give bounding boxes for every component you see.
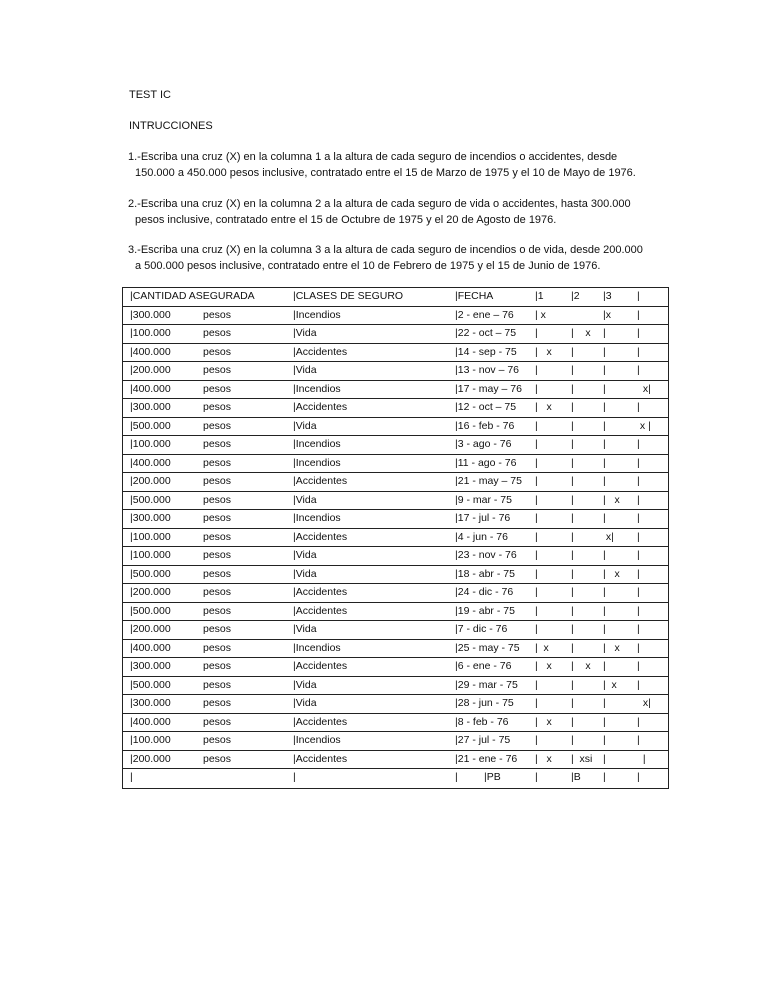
col-1-cell: | [535,734,538,746]
class-cell: |Accidentes [293,401,348,413]
col-3-cell: | [603,475,606,487]
table-row [123,399,668,418]
col-2-cell: | [571,419,574,432]
date-cell: |12 - oct – 75 [455,401,517,413]
unit-cell: pesos [203,660,232,672]
col-2-cell: | [571,382,574,395]
col-1-cell: | [535,771,538,783]
col-2-cell: | [571,475,574,487]
class-cell: |Incendios [293,512,341,524]
col-end-cell: x | [637,419,651,432]
header-class: |CLASES DE SEGURO [293,290,404,302]
col-end-cell: | [637,512,640,524]
col-end-cell: x| [637,697,651,709]
date-cell: |21 - ene - 76 [455,752,518,765]
unit-cell: pesos [203,456,232,469]
amount-cell: |200.000 [130,623,171,635]
instruction-1 [128,149,668,181]
col-2-cell: | [571,623,574,635]
col-1-cell: | [535,604,538,617]
date-cell: |18 - abr - 75 [455,567,515,580]
col-2-cell: | [571,493,574,506]
document-title: TEST IC [129,89,171,101]
class-cell: | [293,771,296,783]
col-end-cell: | [637,456,640,469]
col-3-cell: | [603,752,606,765]
class-cell: |Accidentes [293,345,348,358]
table-row [123,492,668,511]
date-cell: |8 - feb - 76 [455,715,509,728]
date-cell: |13 - nov – 76 [455,364,520,376]
unit-cell: pesos [203,401,232,413]
col-1-cell: | [535,549,538,561]
amount-cell: |300.000 [130,697,171,709]
table-row [123,603,668,622]
instruction-2 [128,196,668,228]
col-3-cell: | [603,419,606,432]
col-1-cell: | [535,623,538,635]
table-row [123,677,668,696]
col-end-cell: x| [637,382,651,395]
amount-cell: |200.000 [130,364,171,376]
col-3-cell: | [603,549,606,561]
date-cell: |11 - ago - 76 [455,456,517,469]
col-1-cell: | x [535,660,552,672]
table-row [123,695,668,714]
class-cell: |Vida [293,567,317,580]
instruction-3 [128,242,668,274]
date-cell: |28 - jun - 75 [455,697,514,709]
col-1-cell: | [535,678,538,691]
col-3-cell: |x [603,308,611,321]
amount-cell: |400.000 [130,382,171,395]
table-row [123,325,668,344]
date-cell: |23 - nov - 76 [455,549,517,561]
col-3-cell: | [603,438,606,450]
col-end-cell: | [637,715,640,728]
unit-cell: pesos [203,641,232,654]
class-cell: |Incendios [293,641,341,654]
unit-cell: pesos [203,419,232,432]
col-3-cell: | [603,512,606,524]
col-end-cell: | [637,771,640,783]
header-amount: |CANTIDAD ASEGURADA [130,290,255,302]
col-3-cell: | [603,586,606,598]
date-cell: |16 - feb - 76 [455,419,515,432]
table-row [123,769,668,788]
col-end-cell: | [637,438,640,450]
instructions-heading: INTRUCCIONES [129,120,213,132]
unit-cell: pesos [203,586,232,598]
col-end-cell: | [637,660,640,672]
amount-cell: | [130,771,133,783]
col-end-cell: | [637,401,640,413]
col-end-cell: | [637,475,640,487]
table-row [123,307,668,326]
col-end-cell: | [637,604,640,617]
table-row [123,751,668,770]
class-cell: |Vida [293,678,317,691]
date-cell: |9 - mar - 75 [455,493,512,506]
date-cell: |7 - dic - 76 [455,623,508,635]
col-end-cell: | [637,308,640,321]
col-2-cell: | [571,456,574,469]
amount-cell: |400.000 [130,715,171,728]
col-1-cell: | [535,493,538,506]
date-cell: |27 - jul - 75 [455,734,511,746]
col-3-cell: | x [603,641,620,654]
amount-cell: |100.000 [130,549,171,561]
class-cell: |Accidentes [293,715,348,728]
amount-cell: |500.000 [130,604,171,617]
col-end-cell: | [637,345,640,358]
date-cell: |25 - may - 75 [455,641,520,654]
table-row [123,584,668,603]
unit-cell: pesos [203,364,232,376]
col-1-cell: | [535,364,538,376]
col-end-cell: | [637,327,640,339]
col-2-cell: | [571,586,574,598]
unit-cell: pesos [203,512,232,524]
amount-cell: |100.000 [130,530,171,543]
date-cell: |3 - ago - 76 [455,438,512,450]
amount-cell: |200.000 [130,586,171,598]
date-cell: |6 - ene - 76 [455,660,512,672]
instruction-2-line-2: pesos inclusive, contratado entre el 15 de Octubre de 1975 y el 20 de Agosto de 1976. [135,214,557,226]
amount-cell: |300.000 [130,512,171,524]
col-3-cell: | [603,345,606,358]
table-row [123,529,668,548]
class-cell: |Accidentes [293,586,348,598]
col-1-cell: | x [535,715,552,728]
col-1-cell: | [535,456,538,469]
col-end-cell: | [637,623,640,635]
date-cell: |21 - may – 75 [455,475,522,487]
class-cell: |Incendios [293,308,341,321]
instruction-1-line-1: 1.-Escriba una cruz (X) en la columna 1 a la altura de cada seguro de incendios o accidentes, desde [128,151,618,163]
unit-cell: pesos [203,752,232,765]
table-row [123,510,668,529]
unit-cell: pesos [203,678,232,691]
class-cell: |Incendios [293,382,341,395]
col-1-cell: | x [535,752,552,765]
col-2-cell: | [571,567,574,580]
col-2-cell: | [571,549,574,561]
class-cell: |Vida [293,419,317,432]
amount-cell: |500.000 [130,493,171,506]
col-2-cell: | [571,530,574,543]
date-cell: |24 - dic - 76 [455,586,514,598]
col-1-cell: | [535,327,538,339]
col-3-cell: | x [603,678,617,691]
unit-cell: pesos [203,530,232,543]
col-1-cell: | [535,419,538,432]
col-3-cell: | [603,382,606,395]
date-cell: |22 - oct – 75 [455,327,517,339]
class-cell: |Vida [293,493,317,506]
table-row [123,732,668,751]
unit-cell: pesos [203,327,232,339]
table-row [123,547,668,566]
unit-cell: pesos [203,715,232,728]
amount-cell: |400.000 [130,345,171,358]
col-2-cell: | xsi [571,752,593,765]
col-end-cell: | [637,678,640,691]
class-cell: |Incendios [293,438,341,450]
header-col-3: |3 [603,290,612,302]
table-row [123,621,668,640]
amount-cell: |500.000 [130,419,171,432]
col-end-cell: | [637,641,640,654]
col-1-cell: | [535,438,538,450]
class-cell: |Vida [293,327,317,339]
unit-cell: pesos [203,623,232,635]
col-3-cell: | [603,734,606,746]
col-2-cell: | [571,715,574,728]
class-cell: |Vida [293,697,317,709]
col-3-cell: | x [603,493,620,506]
col-1-cell: | [535,586,538,598]
col-3-cell: | [603,456,606,469]
col-3-cell: | x [603,567,620,580]
amount-cell: |300.000 [130,660,171,672]
insurance-table [122,287,669,789]
amount-cell: |300.000 [130,401,171,413]
col-1-cell: | [535,530,538,543]
col-end-cell: | [637,734,640,746]
table-row [123,473,668,492]
col-end-cell: | [637,586,640,598]
header-col-1: |1 [535,290,544,302]
amount-cell: |200.000 [130,475,171,487]
col-2-cell: | [571,697,574,709]
class-cell: |Accidentes [293,530,348,543]
amount-cell: |200.000 [130,752,171,765]
col-1-cell: | [535,475,538,487]
table-row [123,566,668,585]
amount-cell: |500.000 [130,678,171,691]
col-end-cell: | [637,493,640,506]
col-2-cell: |B [571,771,581,783]
table-row [123,418,668,437]
col-2-cell: | x [571,660,591,672]
class-cell: |Incendios [293,456,341,469]
date-cell: |17 - jul - 76 [455,512,511,524]
table-row [123,714,668,733]
col-3-cell: | [603,715,606,728]
col-3-cell: | [603,401,606,413]
date-cell: |19 - abr - 75 [455,604,515,617]
class-cell: |Vida [293,364,317,376]
amount-cell: |300.000 [130,308,171,321]
col-3-cell: | [603,660,606,672]
class-cell: |Accidentes [293,660,348,672]
date-cell: |29 - mar - 75 [455,678,518,691]
date-cell: |17 - may – 76 [455,382,522,395]
col-2-cell: | [571,401,574,413]
unit-cell: pesos [203,475,232,487]
instruction-3-line-2: a 500.000 pesos inclusive, contratado entre el 10 de Febrero de 1975 y el 15 de Junio de 1976. [135,260,601,272]
table-row [123,640,668,659]
amount-cell: |400.000 [130,456,171,469]
table-row [123,381,668,400]
col-2-cell: | [571,438,574,450]
col-3-cell: | [603,697,606,709]
class-cell: |Vida [293,549,317,561]
unit-cell: pesos [203,493,232,506]
header-date: |FECHA [455,290,494,302]
table-row [123,344,668,363]
col-1-cell: | x [535,308,546,321]
col-end-cell: | [637,567,640,580]
instruction-2-line-1: 2.-Escriba una cruz (X) en la columna 2 a la altura de cada seguro de vida o accidentes, hasta 300.000 [128,198,631,210]
col-1-cell: | [535,382,538,395]
col-end-cell: | [637,530,640,543]
col-2-cell: | [571,345,574,358]
col-1-cell: | [535,697,538,709]
amount-cell: |400.000 [130,641,171,654]
class-cell: |Accidentes [293,604,348,617]
col-3-cell: x| [603,530,614,543]
unit-cell: pesos [203,567,232,580]
col-3-cell: | [603,623,606,635]
col-2-cell: | [571,734,574,746]
col-end-cell: | [637,549,640,561]
amount-cell: |100.000 [130,734,171,746]
col-end-cell: | [637,752,646,765]
col-3-cell: | [603,771,606,783]
unit-cell: pesos [203,697,232,709]
table-row [123,658,668,677]
unit-cell: pesos [203,604,232,617]
col-3-cell: | [603,604,606,617]
table-row [123,436,668,455]
col-1-cell: | [535,512,538,524]
date-cell: |14 - sep - 75 [455,345,517,358]
col-2-cell: | x [571,327,591,339]
amount-cell: |500.000 [130,567,171,580]
unit-cell: pesos [203,549,232,561]
date-cell: |4 - jun - 76 [455,530,508,543]
unit-cell: pesos [203,308,232,321]
col-1-cell: | [535,567,538,580]
col-end-cell: | [637,364,640,376]
header-col-2: |2 [571,290,580,302]
amount-cell: |100.000 [130,327,171,339]
class-cell: |Accidentes [293,752,348,765]
unit-cell: pesos [203,438,232,450]
instruction-1-line-2: 150.000 a 450.000 pesos inclusive, contratado entre el 15 de Marzo de 1975 y el 10 de Mayo de 1976. [135,167,636,179]
table-header-row [123,288,668,307]
col-3-cell: | [603,364,606,376]
header-col-end: | [637,290,640,302]
col-2-cell: | [571,604,574,617]
col-1-cell: | x [535,345,552,358]
class-cell: |Accidentes [293,475,348,487]
unit-cell: pesos [203,382,232,395]
table-row [123,362,668,381]
class-cell: |Vida [293,623,317,635]
date-cell: |2 - ene – 76 [455,308,514,321]
class-cell: |Incendios [293,734,341,746]
col-2-cell: | [571,678,574,691]
unit-cell: pesos [203,734,232,746]
col-2-cell: | [571,512,574,524]
col-1-cell: | x [535,401,552,413]
table-row [123,455,668,474]
col-2-cell: | [571,641,574,654]
unit-cell: pesos [203,345,232,358]
col-2-cell: | [571,364,574,376]
col-1-cell: | x [535,641,549,654]
date-cell: | |PB [455,771,501,783]
amount-cell: |100.000 [130,438,171,450]
col-3-cell: | [603,327,606,339]
instruction-3-line-1: 3.-Escriba una cruz (X) en la columna 3 a la altura de cada seguro de incendios o de vida, desde 200.000 [128,244,643,256]
